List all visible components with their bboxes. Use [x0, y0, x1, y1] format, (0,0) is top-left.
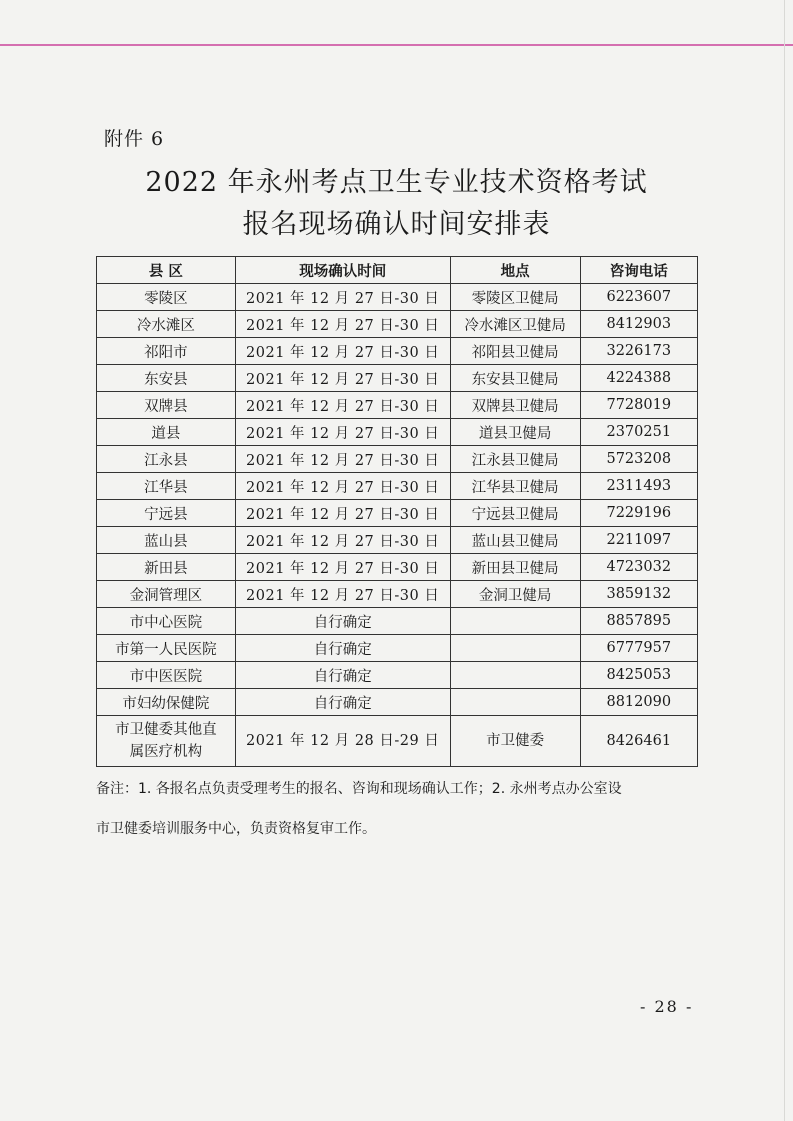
- cell-place: 市卫健委: [450, 716, 580, 767]
- page-title-line2: 报名现场确认时间安排表: [242, 209, 551, 240]
- table-row: [97, 473, 698, 500]
- cell-place: [450, 608, 580, 635]
- cell-place: 冷水滩区卫健局: [450, 311, 580, 338]
- cell-county: 双牌县: [97, 392, 236, 419]
- table-row: [97, 554, 698, 581]
- cell-county-line2: 属医疗机构: [129, 744, 203, 760]
- cell-place: 双牌县卫健局: [450, 392, 580, 419]
- table-row: [97, 662, 698, 689]
- cell-place: 江华县卫健局: [450, 473, 580, 500]
- cell-phone: 3226173: [580, 338, 697, 365]
- cell-phone: 2370251: [580, 419, 697, 446]
- cell-place: 东安县卫健局: [450, 365, 580, 392]
- table-row: [97, 608, 698, 635]
- cell-time: 2021 年 12 月 27 日-30 日: [235, 284, 450, 311]
- table-row: [97, 419, 698, 446]
- note-line1: 备注：1. 各报名点负责受理考生的报名、咨询和现场确认工作；2. 永州考点办公室设: [96, 781, 622, 797]
- cell-place: [450, 635, 580, 662]
- page-number: - 28 -: [640, 997, 694, 1016]
- header-phone: 咨询电话: [580, 257, 697, 284]
- cell-phone: 8412903: [580, 311, 697, 338]
- cell-place: [450, 689, 580, 716]
- cell-place: 宁远县卫健局: [450, 500, 580, 527]
- cell-time: 自行确定: [235, 608, 450, 635]
- page-title-line1: 2022 年永州考点卫生专业技术资格考试: [145, 167, 648, 198]
- table-row: [97, 689, 698, 716]
- table-header-row: [97, 257, 698, 284]
- cell-time: 2021 年 12 月 27 日-30 日: [235, 473, 450, 500]
- cell-county: 市第一人民医院: [97, 635, 236, 662]
- cell-time: 2021 年 12 月 27 日-30 日: [235, 392, 450, 419]
- cell-county: 市中心医院: [97, 608, 236, 635]
- cell-county: 道县: [97, 419, 236, 446]
- cell-phone: 7229196: [580, 500, 697, 527]
- cell-phone: 8426461: [580, 716, 697, 767]
- table-row: [97, 527, 698, 554]
- table-row: [97, 635, 698, 662]
- cell-time: 自行确定: [235, 689, 450, 716]
- cell-place: 金洞卫健局: [450, 581, 580, 608]
- table-row: [97, 311, 698, 338]
- table-row: [97, 284, 698, 311]
- cell-phone: 8857895: [580, 608, 697, 635]
- cell-time: 2021 年 12 月 27 日-30 日: [235, 500, 450, 527]
- cell-place: 道县卫健局: [450, 419, 580, 446]
- cell-phone: 2211097: [580, 527, 697, 554]
- cell-time: 2021 年 12 月 27 日-30 日: [235, 527, 450, 554]
- cell-place: [450, 662, 580, 689]
- cell-county: 宁远县: [97, 500, 236, 527]
- cell-phone: 4224388: [580, 365, 697, 392]
- cell-phone: 4723032: [580, 554, 697, 581]
- cell-time: 2021 年 12 月 28 日-29 日: [235, 716, 450, 767]
- cell-time: 自行确定: [235, 662, 450, 689]
- cell-phone: 2311493: [580, 473, 697, 500]
- cell-time: 2021 年 12 月 27 日-30 日: [235, 338, 450, 365]
- cell-time: 2021 年 12 月 27 日-30 日: [235, 554, 450, 581]
- table-row-last: [97, 716, 698, 767]
- attachment-label: 附件 6: [104, 128, 165, 150]
- cell-time: 2021 年 12 月 27 日-30 日: [235, 311, 450, 338]
- cell-place: 蓝山县卫健局: [450, 527, 580, 554]
- cell-county: [97, 716, 236, 767]
- table-row: [97, 365, 698, 392]
- header-time: 现场确认时间: [235, 257, 450, 284]
- cell-time: 2021 年 12 月 27 日-30 日: [235, 419, 450, 446]
- cell-county: 市中医医院: [97, 662, 236, 689]
- cell-county: 新田县: [97, 554, 236, 581]
- table-row: [97, 500, 698, 527]
- header-county: 县 区: [97, 257, 236, 284]
- cell-phone: 3859132: [580, 581, 697, 608]
- cell-place: 零陵区卫健局: [450, 284, 580, 311]
- header-place: 地点: [450, 257, 580, 284]
- cell-place: 祁阳县卫健局: [450, 338, 580, 365]
- table-row: [97, 392, 698, 419]
- cell-time: 2021 年 12 月 27 日-30 日: [235, 365, 450, 392]
- cell-county: 江永县: [97, 446, 236, 473]
- cell-phone: 5723208: [580, 446, 697, 473]
- table-row: [97, 338, 698, 365]
- cell-time: 自行确定: [235, 635, 450, 662]
- cell-time: 2021 年 12 月 27 日-30 日: [235, 581, 450, 608]
- cell-phone: 8425053: [580, 662, 697, 689]
- cell-phone: 6223607: [580, 284, 697, 311]
- cell-county: 市妇幼保健院: [97, 689, 236, 716]
- cell-place: 新田县卫健局: [450, 554, 580, 581]
- cell-phone: 8812090: [580, 689, 697, 716]
- header-rule: [0, 44, 793, 46]
- cell-phone: 6777957: [580, 635, 697, 662]
- cell-county-line1: 市卫健委其他直: [115, 722, 217, 738]
- cell-phone: 7728019: [580, 392, 697, 419]
- cell-county: 冷水滩区: [97, 311, 236, 338]
- cell-county: 金洞管理区: [97, 581, 236, 608]
- cell-place: 江永县卫健局: [450, 446, 580, 473]
- schedule-table: [96, 256, 698, 767]
- table-row: [97, 446, 698, 473]
- cell-county: 江华县: [97, 473, 236, 500]
- cell-county: 祁阳市: [97, 338, 236, 365]
- table-row: [97, 581, 698, 608]
- note-line2: 市卫健委培训服务中心，负责资格复审工作。: [96, 821, 376, 837]
- cell-time: 2021 年 12 月 27 日-30 日: [235, 446, 450, 473]
- cell-county: 蓝山县: [97, 527, 236, 554]
- cell-county: 零陵区: [97, 284, 236, 311]
- cell-county: 东安县: [97, 365, 236, 392]
